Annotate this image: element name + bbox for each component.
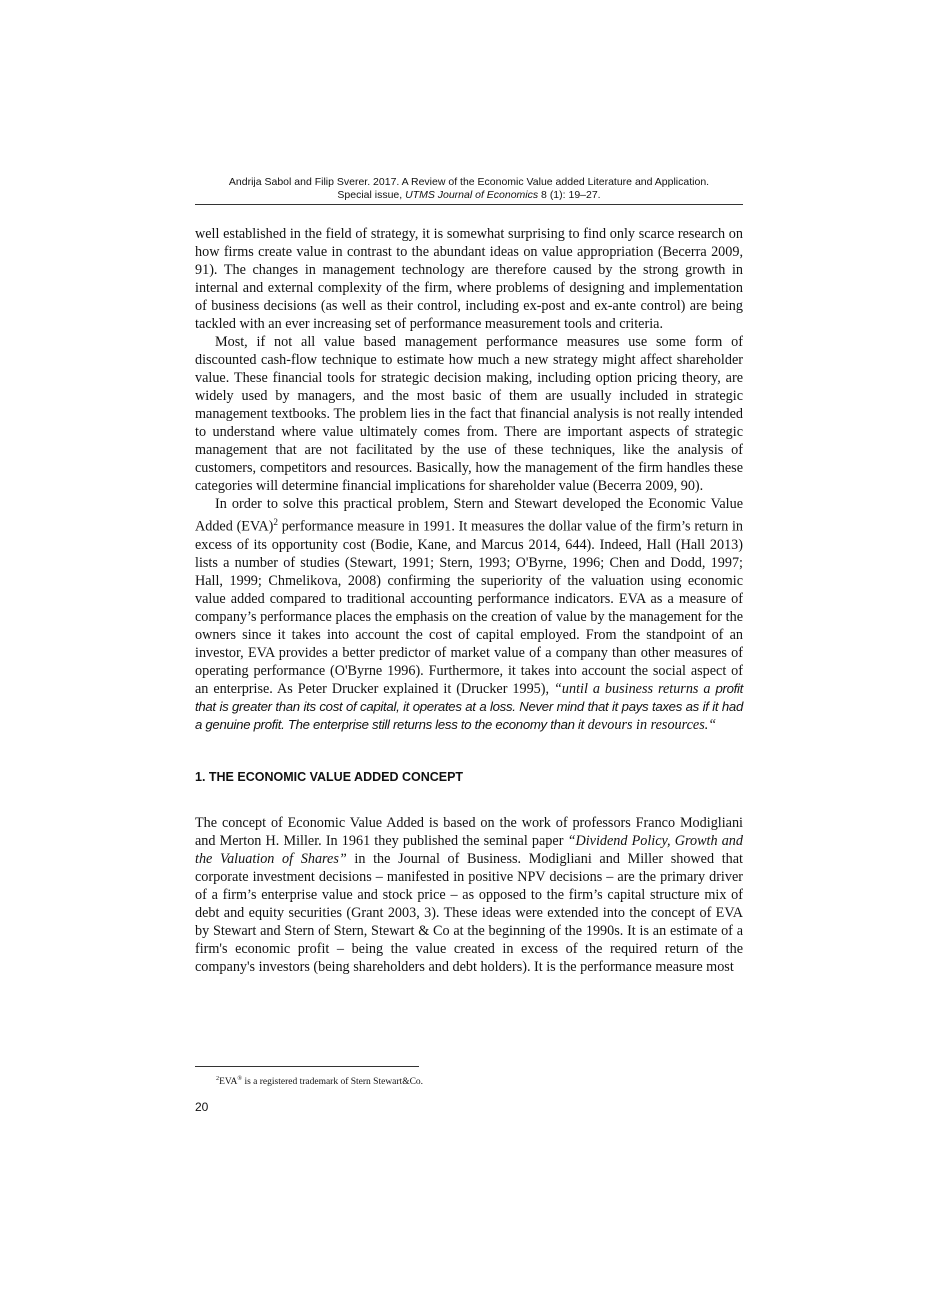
header-rule xyxy=(195,204,743,205)
running-header xyxy=(195,176,743,202)
header-citation: Andrija Sabol and Filip Sverer. 2017. A Review of the Economic Value added Literature and Application. xyxy=(228,176,710,188)
paragraph-1: well established in the field of strategy, it is somewhat surprising to find only scarce research on how firms create value in contrast to the abundant ideas on value appropriation (Becerra 2009, 91). The changes in management technology are therefore caused by the strong growth in internal and external complexity of the firm, where problems of designing and implementation of business decisions (as well as their control, including ex-post and ex-ante control) are being tackled with an ever increasing set of performance measurement tools and criteria. xyxy=(195,226,743,332)
paragraph-3: In order to solve this practical problem, Stern and Stewart developed the Economic Value Added (EVA)$^2$ performance measure in 1991. It measures the dollar value of the firm’s return in excess of its opportunity cost (Bodie, Kane, and Marcus 2014, 644). Indeed, Hall (Hall 2013) lists a number of studies (Stewart, 1991; Stern, 1993; O'Byrne, 1996; Chen and Dodd, 1997; Hall, 1999; Chmelikova, 2008) confirming the superiority of the valuation using economic value added compared to traditional accounting performance indicators. EVA as a measure of company’s performance places the emphasis on the creation of value by the management for the owners since it takes into account the cost of capital employed. From the standpoint of an investor, EVA provides a better predictor of market value of a company than other measures of operating performance (O'Byrne 1996). Furthermore, it takes into account the social aspect of an enterprise. As Peter Drucker explained it (Drucker 1995), “until a business returns a profit that is greater than its cost of capital, it operates at a loss. Never mind that it pays taxes as if it had a genuine profit. The enterprise still returns less to the economy than it devours in resources.“ xyxy=(195,496,743,733)
journal-name: UTMS Journal of Economics xyxy=(405,189,539,201)
drucker-quote-end: devours in resources.“ xyxy=(587,716,717,733)
paper-title: “Dividend Policy, Growth and the Valuation of Shares” xyxy=(195,832,743,867)
drucker-quote-start: “until a business returns a xyxy=(554,680,711,697)
footnote: $^2$EVA® is a registered trademark of Stern Stewart&Co. xyxy=(216,1076,424,1088)
drucker-quote-middle: profit that is greater than its cost of capital, it operates at a loss. Never mind that it pays taxes as if it had a genuine profit. The enterprise still returns less to the economy than it xyxy=(195,680,743,732)
paragraph-4: The concept of Economic Value Added is based on the work of professors Franco Modigliani and Merton H. Miller. In 1961 they published the seminal paper “Dividend Policy, Growth and the Valuation of Shares” in the Journal of Business. Modigliani and Miller showed that corporate investment decisions – manifested in positive NPV decisions – are the primary driver of a firm’s enterprise value and stock price – as opposed to the firm’s capital structure mix of debt and equity securities (Grant 2003, 3). These ideas were extended into the concept of EVA by Stewart and Stern of Stern, Stewart & Co at the beginning of the 1990s. It is an estimate of a firm's economic profit – being the value created in excess of the required return of the company's investors (being shareholders and debt holders). It is the performance measure most xyxy=(195,814,743,975)
footnote-rule xyxy=(195,1066,419,1067)
footnote-ref: 2 xyxy=(273,517,278,527)
header-journal-line: Special issue, UTMS Journal of Economics 8 (1): 19–27. xyxy=(337,189,601,201)
paragraph-2: Most, if not all value based management performance measures use some form of discounted cash-flow technique to estimate how much a new strategy might affect shareholder value. These financial tools for strategic decision making, including option pricing theory, are widely used by managers, and the most basic of them are usually included in strategic management textbooks. The problem lies in the fact that financial analysis is not really intended to understand where value ultimately comes from. There are important aspects of strategic management that are not facilitated by the use of these techniques, like the analysis of customers, competitors and resources. Basically, how the management of the firm handles these categories will determine financial implications for shareholder value (Becerra 2009, 90). xyxy=(195,334,743,494)
page-number: 20 xyxy=(195,1100,209,1114)
body-text xyxy=(195,225,743,976)
section-heading: 1. THE ECONOMIC VALUE ADDED CONCEPT xyxy=(195,769,464,784)
